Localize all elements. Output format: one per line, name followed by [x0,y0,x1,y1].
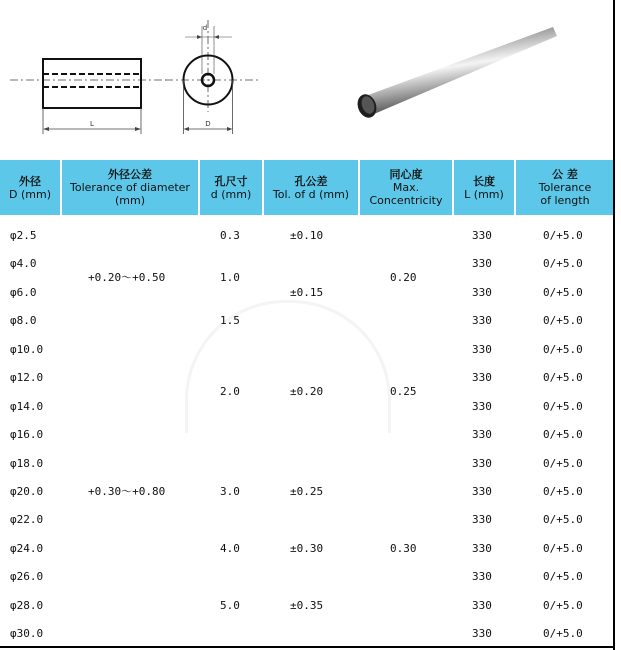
length-cell: 330 [472,343,492,356]
length-label: L [90,120,94,128]
outer-diameter-cell: φ22.0 [10,513,44,526]
length-tolerance-cell: 0/+5.0 [543,570,583,583]
hole-size-cell: 1.0 [220,271,240,284]
frame-bottom-border [0,646,615,648]
hole-tolerance-cell: ±0.30 [290,542,324,555]
hole-size-cell: 5.0 [220,599,240,612]
rod-photo [354,27,557,120]
length-tolerance-cell: 0/+5.0 [543,400,583,413]
length-cell: 330 [472,599,492,612]
length-tolerance-cell: 0/+5.0 [543,485,583,498]
side-view-drawing [165,20,258,134]
outer-diameter-cell: φ16.0 [10,428,44,441]
header-hole-size: 孔尺寸 d (mm) [210,174,252,201]
length-cell: 330 [472,400,492,413]
header-length-tolerance: 公 差 Tolerance of length [538,168,592,207]
hole-tolerance-cell: ±0.20 [290,385,324,398]
length-cell: 330 [472,485,492,498]
outer-diameter-cell: φ12.0 [10,371,44,384]
length-tolerance-cell: 0/+5.0 [543,428,583,441]
length-cell: 330 [472,257,492,270]
hole-size-cell: 0.3 [220,229,240,242]
length-cell: 330 [472,542,492,555]
concentricity-cell: 0.25 [390,385,417,398]
length-cell: 330 [472,627,492,640]
length-tolerance-cell: 0/+5.0 [543,314,583,327]
concentricity-cell: 0.30 [390,542,417,555]
outer-diameter-cell: φ6.0 [10,286,37,299]
header-concentricity: 同心度 Max. Concentricity [369,168,443,207]
length-tolerance-cell: 0/+5.0 [543,229,583,242]
length-cell: 330 [472,314,492,327]
diameter-label: D [205,120,211,128]
header-length: 长度 L (mm) [464,174,504,201]
length-tolerance-cell: 0/+5.0 [543,513,583,526]
technical-drawings [0,0,621,160]
outer-diameter-cell: φ4.0 [10,257,37,270]
length-tolerance-cell: 0/+5.0 [543,257,583,270]
outer-diameter-cell: φ20.0 [10,485,44,498]
outer-diameter-cell: φ30.0 [10,627,44,640]
length-tolerance-cell: 0/+5.0 [543,599,583,612]
diameter-tolerance-group: +0.30～+0.80 [88,485,166,498]
hole-size-cell: 4.0 [220,542,240,555]
header-hole-tolerance: 孔公差 Tol. of d (mm) [272,174,350,201]
outer-diameter-cell: φ28.0 [10,599,44,612]
length-tolerance-cell: 0/+5.0 [543,627,583,640]
length-cell: 330 [472,286,492,299]
outer-diameter-cell: φ14.0 [10,400,44,413]
length-tolerance-cell: 0/+5.0 [543,286,583,299]
length-cell: 330 [472,513,492,526]
concentricity-cell: 0.20 [390,271,417,284]
outer-diameter-cell: φ2.5 [10,229,37,242]
hole-tolerance-cell: ±0.25 [290,485,324,498]
hole-tolerance-cell: ±0.15 [290,286,324,299]
frame-right-border [613,0,615,650]
length-tolerance-cell: 0/+5.0 [543,343,583,356]
hole-tolerance-cell: ±0.10 [290,229,324,242]
diameter-tolerance-group: +0.20～+0.50 [88,271,166,284]
hole-size-cell: 3.0 [220,485,240,498]
hole-size-cell: 1.5 [220,314,240,327]
outer-diameter-cell: φ26.0 [10,570,44,583]
length-tolerance-cell: 0/+5.0 [543,371,583,384]
watermark-arc [185,300,391,433]
table-header [0,160,614,215]
hole-size-cell: 2.0 [220,385,240,398]
header-diameter-tolerance: 外径公差 Tolerance of diameter (mm) [70,168,190,207]
length-cell: 330 [472,371,492,384]
length-cell: 330 [472,457,492,470]
outer-diameter-cell: φ8.0 [10,314,37,327]
length-tolerance-cell: 0/+5.0 [543,542,583,555]
length-tolerance-cell: 0/+5.0 [543,457,583,470]
length-cell: 330 [472,229,492,242]
outer-diameter-cell: φ18.0 [10,457,44,470]
outer-diameter-cell: φ10.0 [10,343,44,356]
outer-diameter-cell: φ24.0 [10,542,44,555]
length-cell: 330 [472,428,492,441]
header-outer-diameter: 外径 D (mm) [9,174,51,201]
length-cell: 330 [472,570,492,583]
hole-tolerance-cell: ±0.35 [290,599,324,612]
hole-label: d [202,24,208,32]
